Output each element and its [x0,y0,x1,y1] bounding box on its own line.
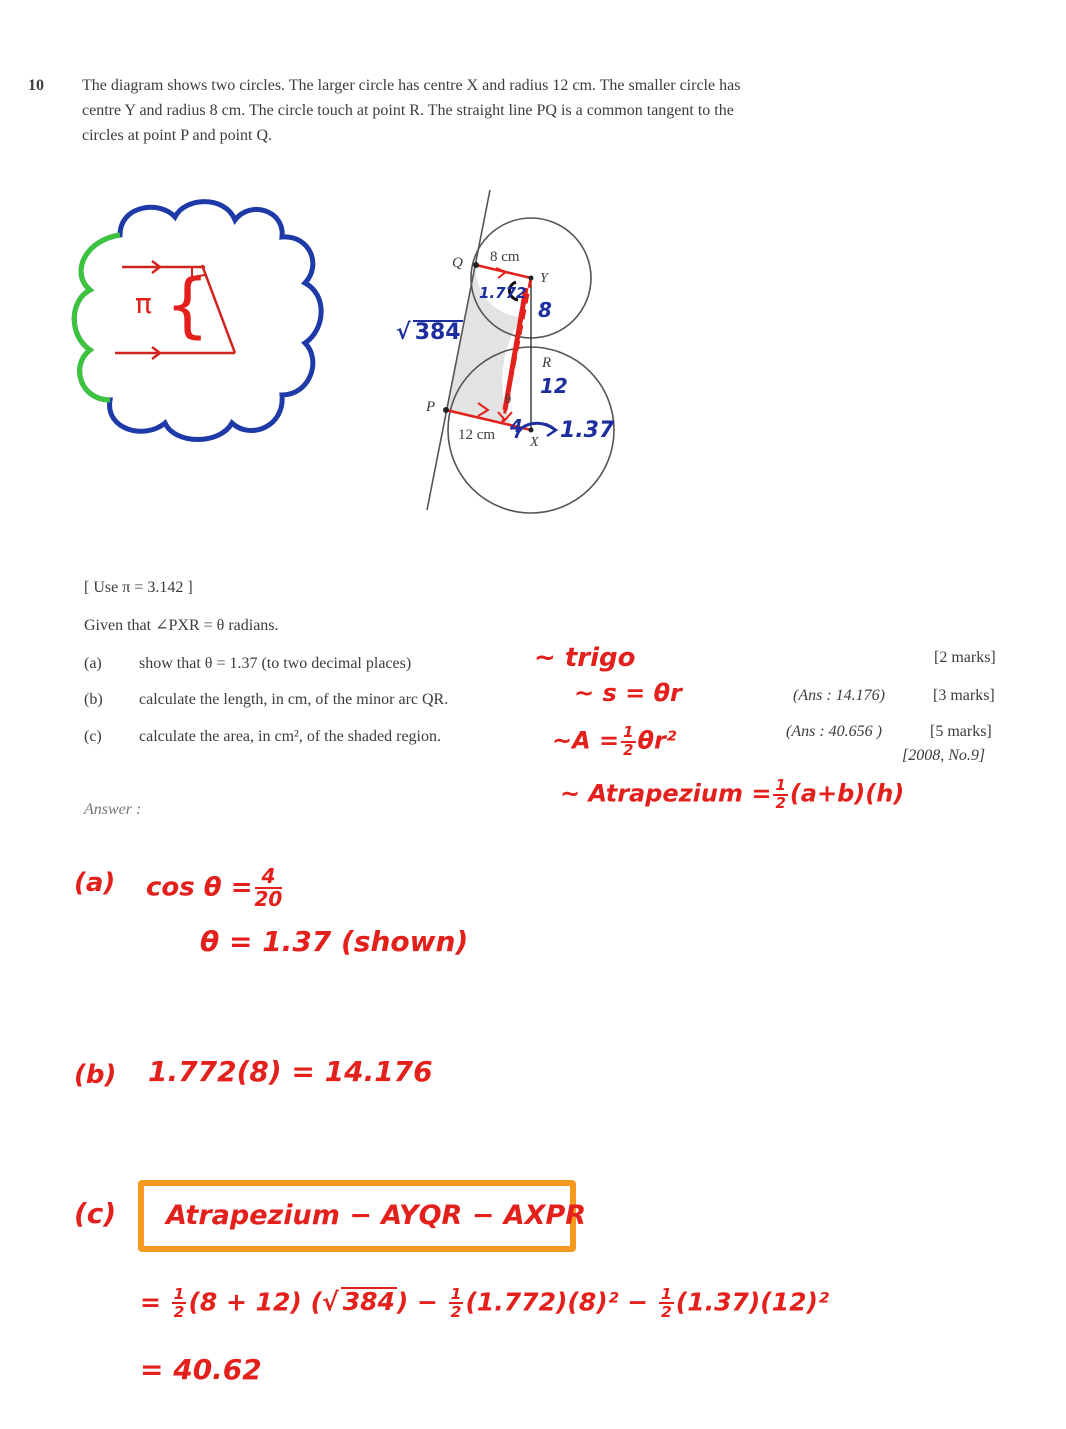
part-a-marks: [2 marks] [934,649,996,666]
hint-b: ~ s = θr [574,679,682,707]
part-b-label: (b) [84,691,103,708]
question-number: 10 [28,77,44,94]
part-b-ans: (Ans : 14.176) [793,687,885,704]
answer-label: Answer : [84,801,142,818]
label-12cm: 12 cm [458,427,496,443]
question-line-2: centre Y and radius 8 cm. The circle touch at point R. The straight line PQ is a common tangent to the [82,102,734,119]
hint-a: ~ trigo [534,643,636,673]
work-c-boxed: Atrapezium − AYQR − AXPR [166,1200,587,1231]
part-c-marks: [5 marks] [930,723,992,740]
source-ref: [2008, No.9] [902,747,986,764]
label-X: X [530,435,539,450]
part-a-text: show that θ = 1.37 (to two decimal places) [139,655,412,672]
hand-12: 12 [540,374,568,398]
use-pi: [ Use π = 3.142 ] [84,579,193,596]
label-theta: θ [505,391,512,406]
work-c-line3: = 40.62 [140,1353,262,1386]
work-a-line1: cos θ = $\frac{4}{20}$ [146,864,283,911]
work-c-label: (c) [74,1197,117,1230]
part-c-label: (c) [84,728,102,745]
work-b-label: (b) [74,1060,117,1090]
work-a-line2: θ = 1.37 (shown) [200,925,469,958]
question-line-1: The diagram shows two circles. The larger circle has centre X and radius 12 cm. The smaller circle has [82,77,741,94]
hand-1772: 1.772 [479,284,527,302]
label-P: P [426,399,436,415]
note-pi: π [135,287,152,320]
hand-137: 1.37 [560,418,615,443]
label-Y: Y [540,271,548,286]
part-a-label: (a) [84,655,102,672]
part-c-ans: (Ans : 40.656 ) [786,723,882,740]
note-brace: { [165,264,210,346]
label-R: R [542,355,552,371]
part-b-marks: [3 marks] [933,687,995,704]
work-c-line2: = $\frac{1}{2}$ (8 + 12) (√ 384) − $\frac{1}{2}$ (1.772)(8)² − $\frac{1}{2}$ (1.37)(12)² [140,1285,829,1322]
hand-8: 8 [538,298,552,322]
label-Q: Q [452,255,463,271]
work-b-line: 1.772(8) = 14.176 [148,1055,433,1088]
hint-c: ~A = $\frac{1}{2}$ θr² [552,723,677,759]
hint-trapezium: ~ Atrapezium = $\frac{1}{2}$ (a+b)(h) [560,776,905,812]
question-line-3: circles at point P and point Q. [82,127,273,144]
part-b-text: calculate the length, in cm, of the minor arc QR. [139,691,449,708]
given-text: Given that ∠PXR = θ radians. [84,617,279,634]
label-8cm: 8 cm [490,249,520,265]
hand-sqrt384: √ 384 [396,320,461,345]
hand-4: 4 [510,416,523,437]
part-c-text: calculate the area, in cm², of the shaded region. [139,728,441,745]
work-a-label: (a) [74,868,116,898]
